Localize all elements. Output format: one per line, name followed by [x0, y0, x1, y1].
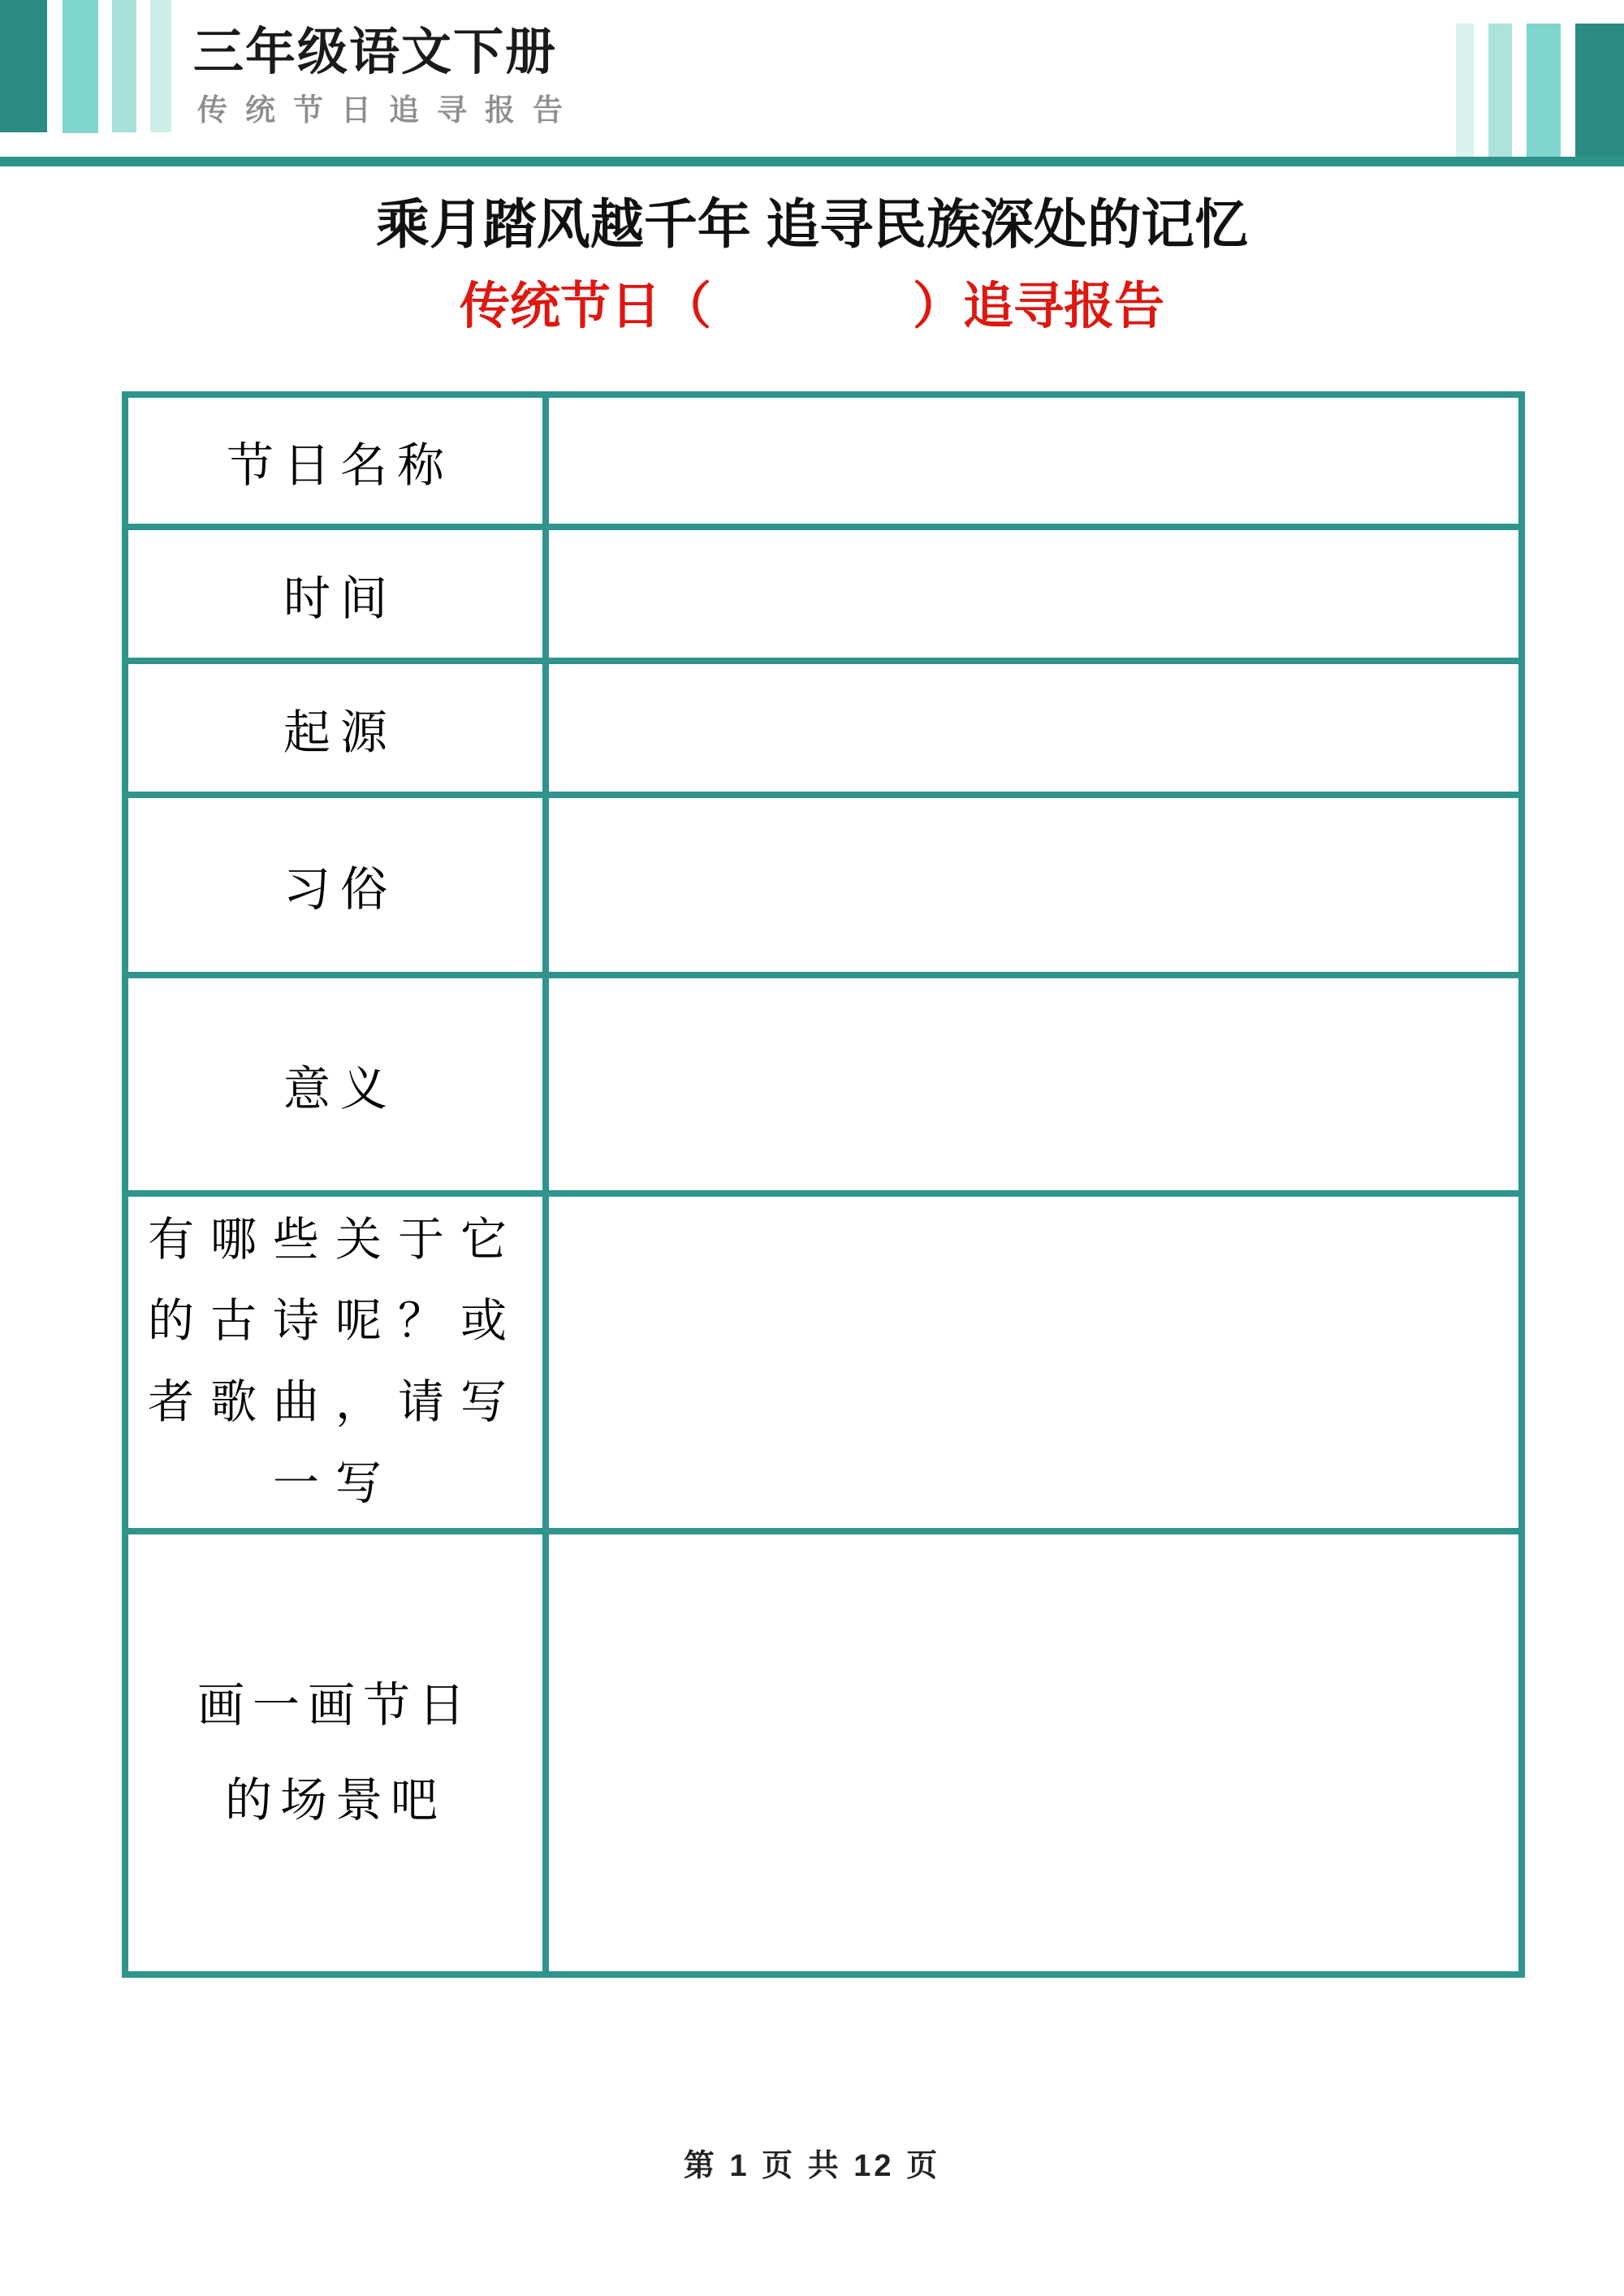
table-row-meaning — [128, 978, 1518, 1197]
table-row-customs — [128, 798, 1518, 978]
table-row-poems-songs — [128, 1197, 1518, 1534]
deco-bar-left-2 — [63, 0, 98, 133]
page-subtitle-red: 传统节日（ ）追寻报告 — [459, 279, 1164, 334]
row-input-time[interactable] — [549, 530, 1518, 658]
table-row-time — [128, 530, 1518, 664]
row-label-drawing: 画一画节日 的场景吧 — [128, 1534, 549, 1971]
row-input-poems-songs[interactable] — [549, 1197, 1518, 1528]
header-report-subtitle: 传统节日追寻报告 — [197, 93, 581, 127]
deco-bar-left-1 — [0, 0, 47, 132]
deco-bar-right-3 — [1527, 24, 1561, 159]
deco-bar-left-3 — [112, 0, 136, 132]
row-input-drawing[interactable] — [549, 1534, 1518, 1971]
header-divider-rule — [0, 157, 1624, 166]
header-book-title: 三年级语文下册 — [193, 24, 558, 80]
report-table — [122, 391, 1525, 1978]
row-label-meaning: 意义 — [128, 978, 549, 1190]
row-label-origin: 起源 — [128, 664, 549, 792]
row-input-meaning[interactable] — [549, 978, 1518, 1190]
row-label-customs: 习俗 — [128, 798, 549, 972]
row-input-customs[interactable] — [549, 798, 1518, 972]
row-label-time: 时间 — [128, 530, 549, 658]
table-row-origin — [128, 664, 1518, 798]
row-input-festival-name[interactable] — [549, 398, 1518, 524]
deco-bar-right-1 — [1456, 24, 1474, 159]
deco-bar-right-4 — [1575, 24, 1624, 166]
row-input-origin[interactable] — [549, 664, 1518, 792]
row-label-festival-name: 节日名称 — [128, 398, 549, 524]
deco-bar-left-4 — [150, 0, 171, 132]
page-title: 乘月踏风越千年 追寻民族深处的记忆 — [375, 194, 1249, 254]
table-row-festival-name — [128, 398, 1518, 530]
row-label-poems-songs: 有哪些关于它 的古诗呢？或 者歌曲，请写 一写 — [128, 1197, 549, 1528]
table-row-drawing — [128, 1534, 1518, 1971]
deco-bar-right-2 — [1488, 24, 1512, 159]
page-number-footer: 第 1 页 共 12 页 — [683, 2149, 941, 2183]
